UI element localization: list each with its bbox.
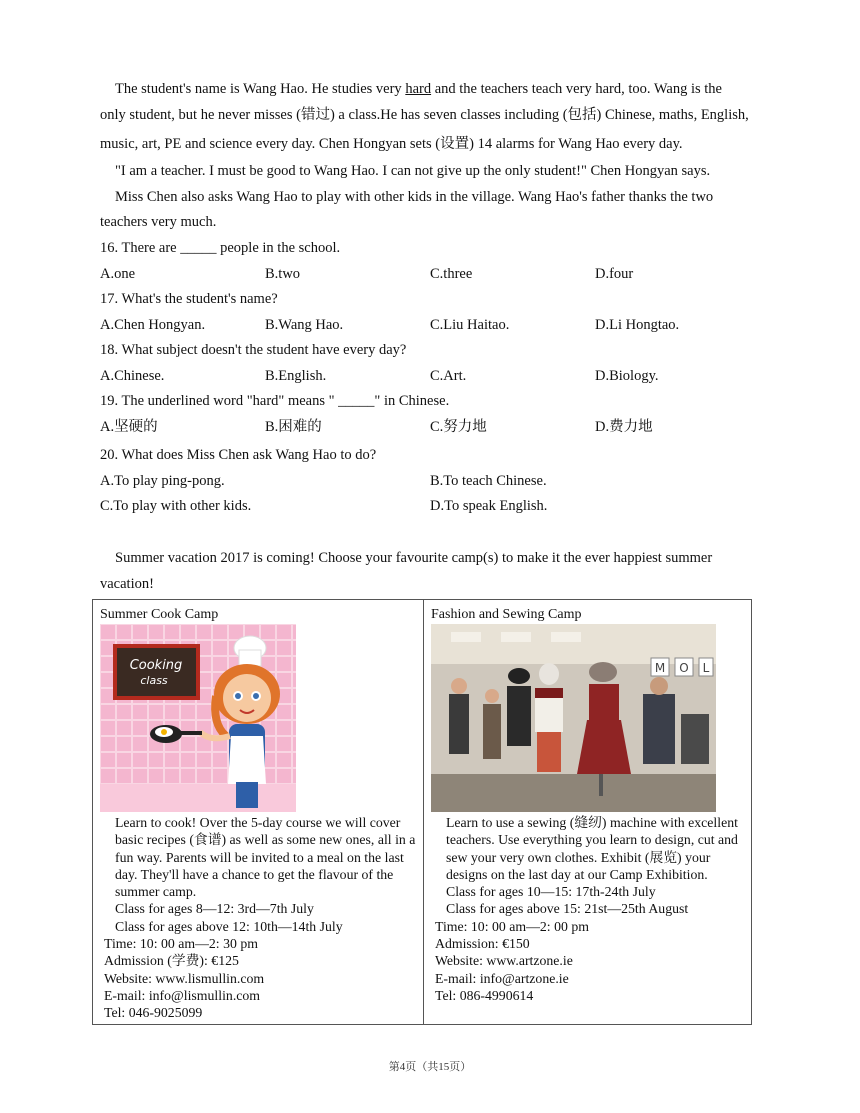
question-stem: 20. What does Miss Chen ask Wang Hao to do? bbox=[100, 447, 377, 463]
camp-website: Website: www.artzone.ie bbox=[435, 953, 573, 969]
camp-email: E-mail: info@artzone.ie bbox=[435, 970, 569, 986]
intro-line: vacation! bbox=[100, 576, 154, 592]
class-schedule: Class for ages above 15: 21st—25th August bbox=[446, 901, 689, 917]
chalk-text: Cooking bbox=[129, 658, 183, 673]
chalk-text: class bbox=[140, 674, 168, 687]
camp-time: Time: 10: 00 am—2: 00 pm bbox=[435, 918, 589, 934]
passage-line: music, art, PE and science every day. Chen Hongyan sets (设置) 14 alarms for Wang Hao every day. bbox=[100, 136, 683, 152]
option-d: D.费力地 bbox=[595, 419, 653, 435]
question-stem: 17. What's the student's name? bbox=[100, 291, 278, 307]
passage-line: only student, but he never misses (错过) a class.He has seven classes including (包括) Chinese, maths, English, bbox=[100, 107, 749, 123]
class-schedule: Class for ages 8—12: 3rd—7th July bbox=[115, 901, 314, 917]
option-c: C.努力地 bbox=[430, 419, 487, 435]
cook-camp-cell bbox=[93, 600, 423, 1024]
option-b: B.English. bbox=[265, 368, 327, 384]
option-d: D.Biology. bbox=[595, 368, 659, 384]
option-b: B.Wang Hao. bbox=[265, 317, 344, 333]
page-footer: 第4页（共15页） bbox=[388, 1061, 472, 1073]
option-a: A.坚硬的 bbox=[100, 419, 158, 435]
intro-line: Summer vacation 2017 is coming! Choose your favourite camp(s) to make it the ever happiest summer bbox=[115, 550, 713, 566]
camp-description: Learn to use a sewing (缝纫) machine with excellent teachers. Use everything you learn to design, cut and sew your very own clothes. Exhibit (展览) your designs on the last day at our Camp Exhibition. bbox=[446, 815, 738, 882]
camp-title: Fashion and Sewing Camp bbox=[431, 607, 582, 622]
option-a: A.one bbox=[100, 266, 136, 282]
option-a: A.Chinese. bbox=[100, 368, 165, 384]
class-schedule: Class for ages above 12: 10th—14th July bbox=[115, 918, 343, 934]
fashion-exhibition-image bbox=[431, 624, 716, 812]
camp-table bbox=[92, 599, 752, 1025]
cooking-class-image bbox=[100, 624, 296, 812]
wall-letter: L bbox=[702, 661, 710, 675]
option-c: C.three bbox=[430, 266, 473, 282]
option-d: D.four bbox=[595, 266, 634, 282]
option-c: C.Art. bbox=[430, 368, 467, 384]
wall-letter: M bbox=[654, 661, 666, 675]
question-stem: 19. The underlined word "hard" means " _____" in Chinese. bbox=[100, 393, 450, 409]
camp-admission: Admission (学费): €125 bbox=[104, 953, 239, 969]
option-c: C.To play with other kids. bbox=[100, 498, 252, 514]
question-stem: 18. What subject doesn't the student have every day? bbox=[100, 342, 407, 358]
camp-admission: Admission: €150 bbox=[435, 936, 530, 952]
option-d: D.Li Hongtao. bbox=[595, 317, 680, 333]
option-d: D.To speak English. bbox=[430, 498, 548, 514]
option-a: A.Chen Hongyan. bbox=[100, 317, 206, 333]
camp-tel: Tel: 086-4990614 bbox=[435, 987, 534, 1003]
camp-description: Learn to cook! Over the 5-day course we will cover basic recipes (食谱) as well as some new ones, all in a fun way. Parents will be invited to a meal on the last day. They'll have a chance to get the flavour of the summer camp. bbox=[115, 815, 416, 900]
passage-line: Miss Chen also asks Wang Hao to play with other kids in the village. Wang Hao's father thanks the two bbox=[115, 189, 714, 205]
passage-line: The student's name is Wang Hao. He studies very hard and the teachers teach very hard, too. Wang is the bbox=[115, 81, 722, 97]
camp-details bbox=[431, 814, 749, 1004]
option-a: A.To play ping-pong. bbox=[100, 473, 225, 489]
camp-details bbox=[100, 814, 418, 1022]
camp-website: Website: www.lismullin.com bbox=[104, 970, 265, 986]
option-b: B.困难的 bbox=[265, 419, 322, 435]
wall-letter: O bbox=[679, 661, 689, 675]
camp-time: Time: 10: 00 am—2: 30 pm bbox=[104, 936, 258, 952]
fashion-camp-cell bbox=[424, 600, 753, 1024]
camp-tel: Tel: 046-9025099 bbox=[104, 1005, 203, 1021]
camp-email: E-mail: info@lismullin.com bbox=[104, 987, 261, 1003]
camp-title: Summer Cook Camp bbox=[100, 607, 219, 622]
underlined-word-hard: hard bbox=[405, 81, 432, 97]
option-b: B.To teach Chinese. bbox=[430, 473, 547, 489]
option-b: B.two bbox=[265, 266, 301, 282]
option-c: C.Liu Haitao. bbox=[430, 317, 510, 333]
class-schedule: Class for ages 10—15: 17th-24th July bbox=[446, 884, 656, 900]
question-stem: 16. There are _____ people in the school. bbox=[100, 240, 341, 256]
passage-line: "I am a teacher. I must be good to Wang Hao. I can not give up the only student!" Chen Hongyan says. bbox=[115, 163, 711, 179]
passage-line: teachers very much. bbox=[100, 214, 217, 230]
